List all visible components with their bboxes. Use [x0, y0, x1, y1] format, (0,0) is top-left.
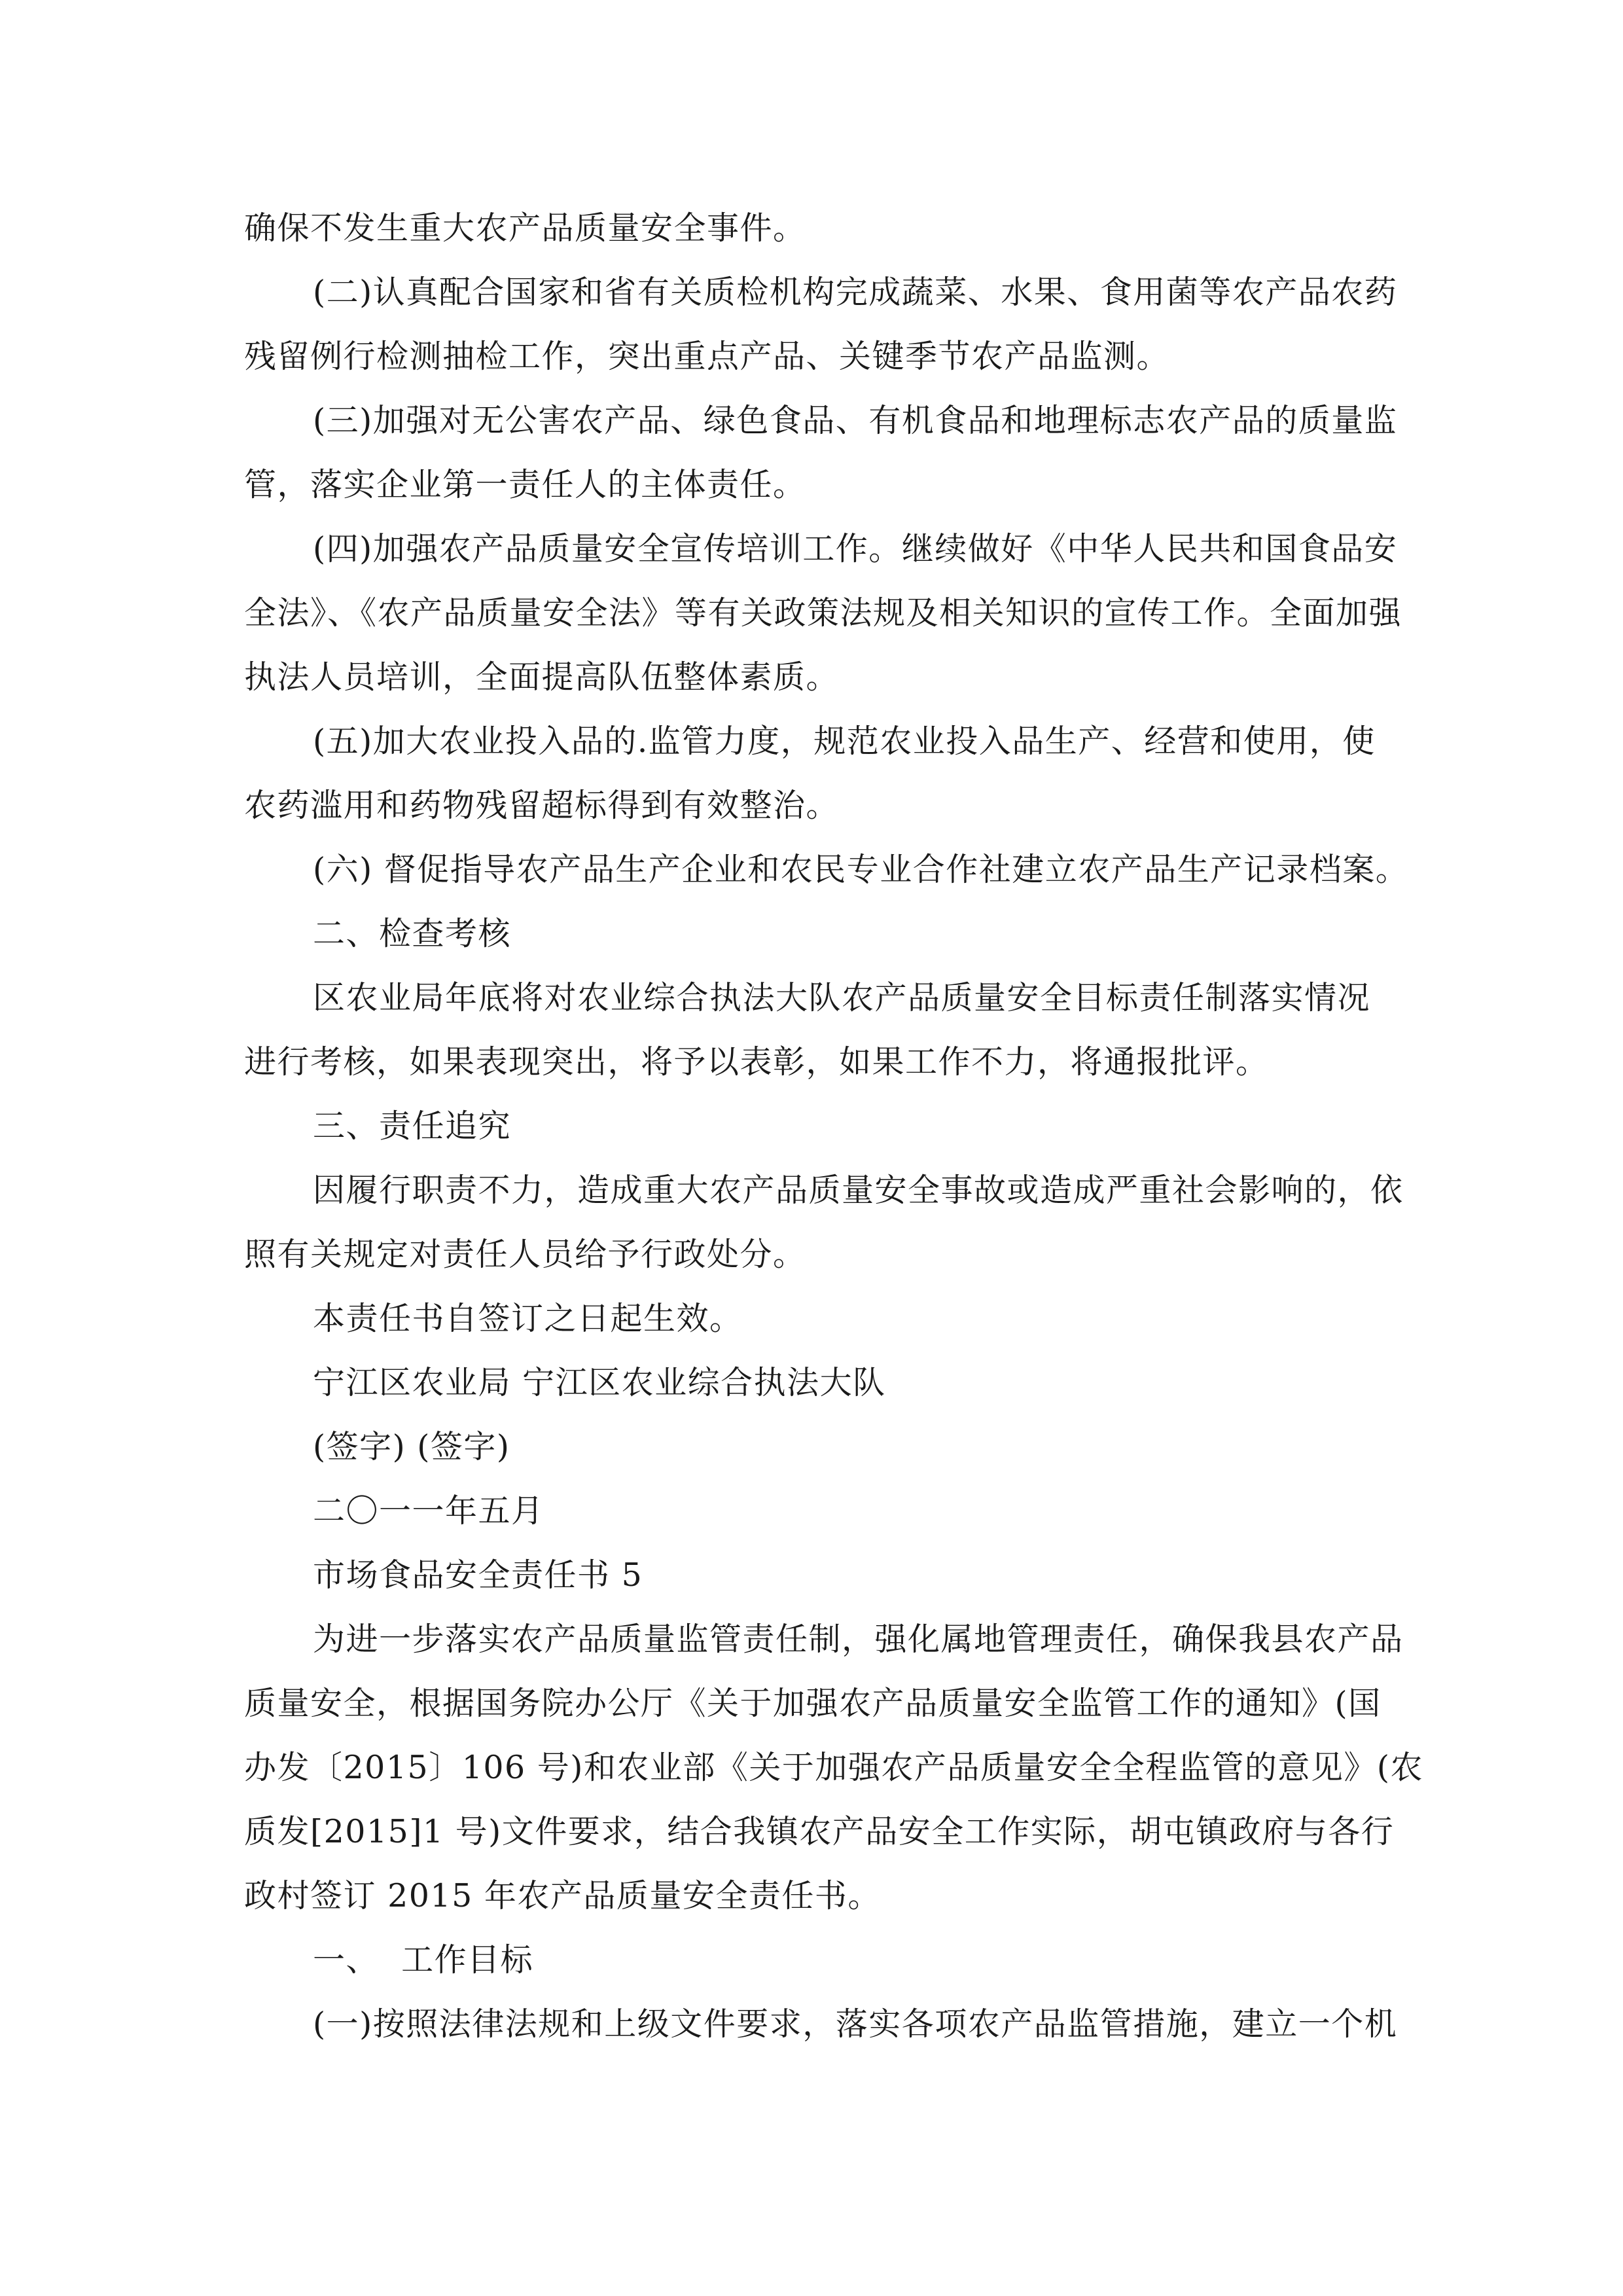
- text-line: 照有关规定对责任人员给予行政处分。: [244, 1236, 806, 1273]
- text-line: 区农业局年底将对农业综合执法大队农产品质量安全目标责任制落实情况: [313, 979, 1371, 1016]
- text-line: (一)按照法律法规和上级文件要求，落实各项农产品监管措施，建立一个机: [313, 2005, 1398, 2043]
- document-title: 市场食品安全责任书 5: [313, 1556, 643, 1594]
- section-heading: 二、检查考核: [313, 915, 512, 952]
- text-line: 质量安全，根据国务院办公厅《关于加强农产品质量安全监管工作的通知》(国: [244, 1685, 1382, 1722]
- text-line: 政村签订 2015 年农产品质量安全责任书。: [244, 1877, 881, 1914]
- text-line: (五)加大农业投入品的.监管力度，规范农业投入品生产、经营和使用，使: [313, 723, 1376, 760]
- text-line: (六) 督促指导农产品生产企业和农民专业合作社建立农产品生产记录档案。: [313, 851, 1409, 888]
- text-line: 残留例行检测抽检工作，突出重点产品、关键季节农产品监测。: [244, 338, 1170, 375]
- text-line: 执法人员培训，全面提高队伍整体素质。: [244, 658, 840, 696]
- text-line: 管，落实企业第一责任人的主体责任。: [244, 466, 806, 503]
- text-line: 进行考核，如果表现突出，将予以表彰，如果工作不力，将通报批评。: [244, 1043, 1269, 1081]
- text-line: 确保不发生重大农产品质量安全事件。: [244, 209, 806, 247]
- section-heading: 三、责任追究: [313, 1107, 512, 1145]
- text-line: 为进一步落实农产品质量监管责任制，强化属地管理责任，确保我县农产品: [313, 1621, 1404, 1658]
- signatory-line: 宁江区农业局 宁江区农业综合执法大队: [313, 1364, 886, 1401]
- section-heading: 一、 工作目标: [313, 1941, 534, 1979]
- text-line: 质发[2015]1 号)文件要求，结合我镇农产品安全工作实际，胡屯镇政府与各行: [244, 1813, 1395, 1850]
- text-line: 办发〔2015〕106 号)和农业部《关于加强农产品质量安全全程监管的意见》(农: [244, 1749, 1424, 1786]
- text-line: 农药滥用和药物残留超标得到有效整治。: [244, 787, 840, 824]
- text-line: (三)加强对无公害农产品、绿色食品、有机食品和地理标志农产品的质量监: [313, 402, 1398, 439]
- text-line: (二)认真配合国家和省有关质检机构完成蔬菜、水果、食用菌等农产品农药: [313, 274, 1398, 311]
- text-line: 因履行职责不力，造成重大农产品质量安全事故或造成严重社会影响的，依: [313, 1172, 1404, 1209]
- date-line: 二〇一一年五月: [313, 1492, 544, 1530]
- text-line: 全法》、《农产品质量安全法》等有关政策法规及相关知识的宣传工作。全面加强: [244, 594, 1402, 632]
- text-line: 本责任书自签订之日起生效。: [313, 1300, 743, 1337]
- signature-line: (签字) (签字): [313, 1428, 510, 1465]
- text-line: (四)加强农产品质量安全宣传培训工作。继续做好《中华人民共和国食品安: [313, 530, 1398, 567]
